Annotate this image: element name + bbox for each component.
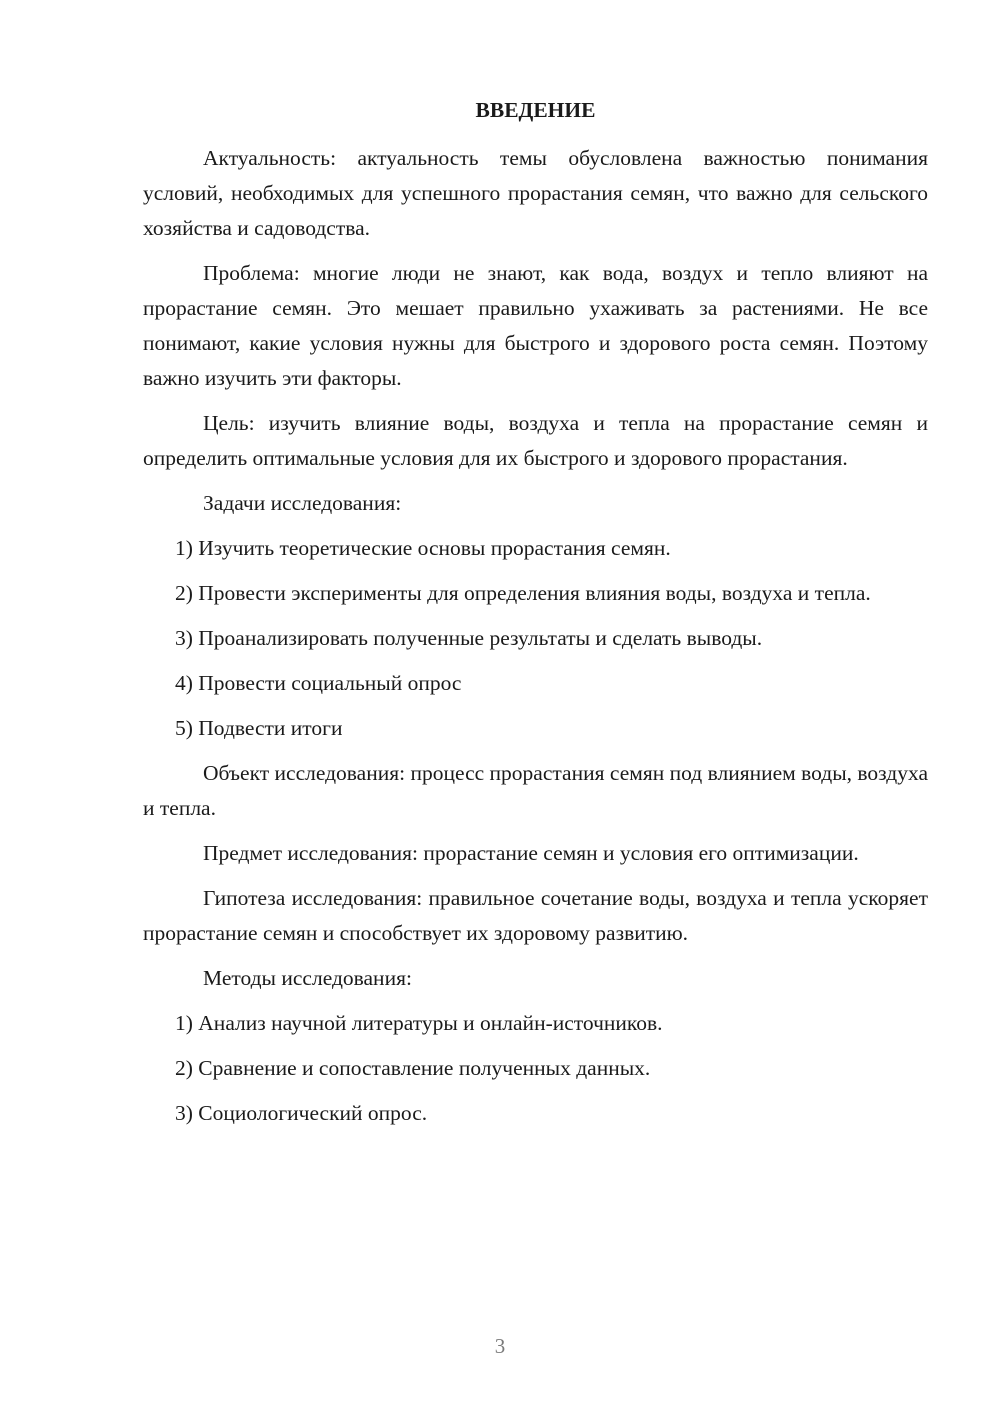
page-title: ВВЕДЕНИЕ xyxy=(475,98,596,122)
method-item: 3) Социологический опрос. xyxy=(175,1101,428,1125)
task-item: 4) Провести социальный опрос xyxy=(175,671,462,695)
method-item: 1) Анализ научной литературы и онлайн-источников. xyxy=(175,1011,663,1035)
object-paragraph: Объект исследования: процесс прорастания семян под влиянием воды, воздуха и тепла. xyxy=(143,761,928,820)
task-item: 1) Изучить теоретические основы прорастания семян. xyxy=(175,536,671,560)
task-item: 5) Подвести итоги xyxy=(175,716,343,740)
subject-paragraph: Предмет исследования: прорастание семян и условия его оптимизации. xyxy=(203,841,859,865)
goal-paragraph: Цель: изучить влияние воды, воздуха и тепла на прорастание семян и определить оптимальные условия для их быстрого и здорового прорастания. xyxy=(143,411,928,470)
task-item: 2) Провести эксперименты для определения влияния воды, воздуха и тепла. xyxy=(175,581,871,605)
tasks-heading: Задачи исследования: xyxy=(203,491,402,515)
task-item: 3) Проанализировать полученные результаты и сделать выводы. xyxy=(175,626,763,650)
relevance-paragraph: Актуальность: актуальность темы обусловлена важностью понимания условий, необходимых для успешного прорастания семян, что важно для сельского хозяйства и садоводства. xyxy=(143,146,928,240)
method-item: 2) Сравнение и сопоставление полученных данных. xyxy=(175,1056,651,1080)
problem-paragraph: Проблема: многие люди не знают, как вода, воздух и тепло влияют на прорастание семян. Это мешает правильно ухаживать за растениями. Не все понимают, какие условия нужны для быстрого и здорового роста семян. Поэтому важно изучить эти факторы. xyxy=(143,261,928,390)
hypothesis-paragraph: Гипотеза исследования: правильное сочетание воды, воздуха и тепла ускоряет прорастание семян и способствует их здоровому развитию. xyxy=(143,886,928,945)
document-page xyxy=(143,93,928,1141)
page-number: 3 xyxy=(494,1334,506,1358)
methods-heading: Методы исследования: xyxy=(203,966,412,990)
